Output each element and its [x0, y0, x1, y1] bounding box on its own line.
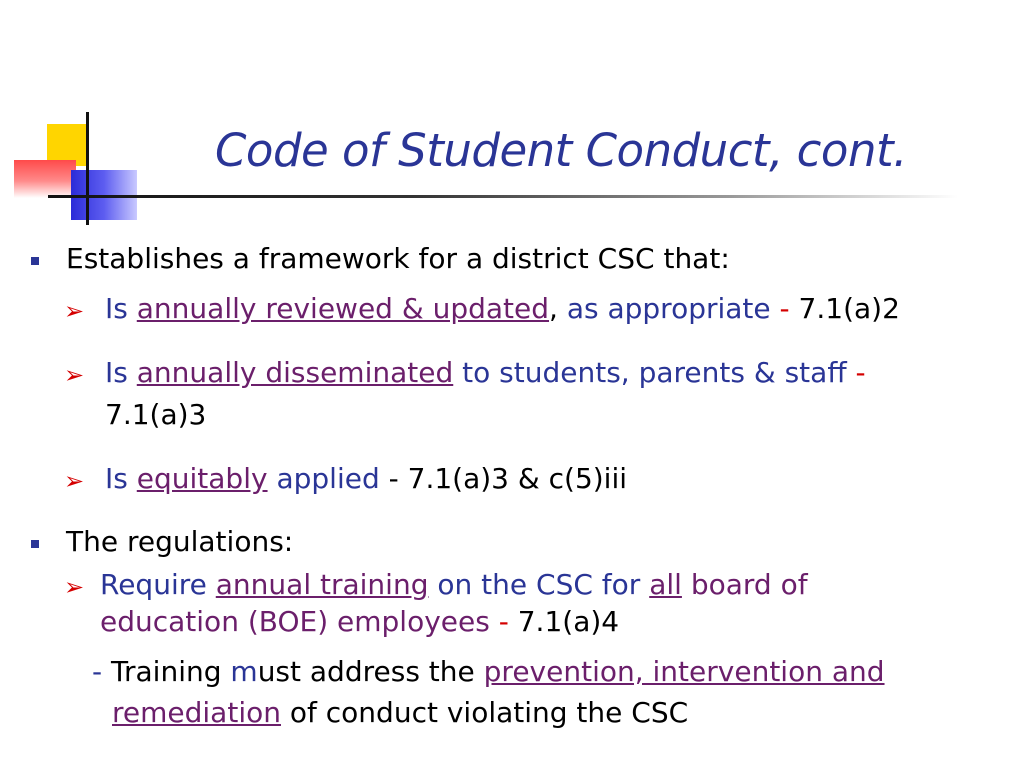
- sub-item-disseminated: Is annually disseminated to students, parents & staff -: [105, 356, 866, 389]
- arrow-bullet-icon: ➢: [64, 573, 85, 601]
- bullet-regulations: The regulations:: [66, 525, 294, 558]
- link-annual-training[interactable]: annual training: [215, 568, 429, 601]
- title-underline-divider: [48, 195, 958, 198]
- sub-item-disseminated-ref: 7.1(a)3: [105, 398, 207, 431]
- link-annually-disseminated[interactable]: annually disseminated: [136, 356, 454, 389]
- link-prevention-intervention[interactable]: prevention, intervention and: [483, 655, 885, 688]
- logo-red-square: [14, 160, 76, 198]
- bullet-square-icon: [31, 257, 39, 265]
- sub-item-training: Require annual training on the CSC for all board of: [100, 568, 808, 601]
- bullet-square-icon: [31, 540, 39, 548]
- sub-item-address: - Training must address the prevention, intervention and: [92, 655, 885, 688]
- sub-item-address-cont: remediation of conduct violating the CSC: [112, 696, 689, 729]
- arrow-bullet-icon: ➢: [64, 297, 85, 325]
- slide-title: Code of Student Conduct, cont.: [215, 124, 907, 177]
- bullet-framework: Establishes a framework for a district CSC that:: [66, 242, 730, 275]
- sub-item-training-cont: education (BOE) employees - 7.1(a)4: [100, 605, 620, 638]
- sub-item-equitably: Is equitably applied - 7.1(a)3 & c(5)iii: [105, 462, 628, 495]
- link-annually-reviewed[interactable]: annually reviewed & updated: [136, 292, 550, 325]
- sub-item-reviewed: Is annually reviewed & updated, as appropriate - 7.1(a)2: [105, 292, 900, 325]
- link-remediation[interactable]: remediation: [112, 696, 281, 729]
- logo-vertical-line: [86, 112, 89, 225]
- link-all[interactable]: all: [649, 568, 682, 601]
- slide-logo: [0, 0, 150, 240]
- arrow-bullet-icon: ➢: [64, 361, 85, 389]
- link-equitably[interactable]: equitably: [136, 462, 268, 495]
- arrow-bullet-icon: ➢: [64, 467, 85, 495]
